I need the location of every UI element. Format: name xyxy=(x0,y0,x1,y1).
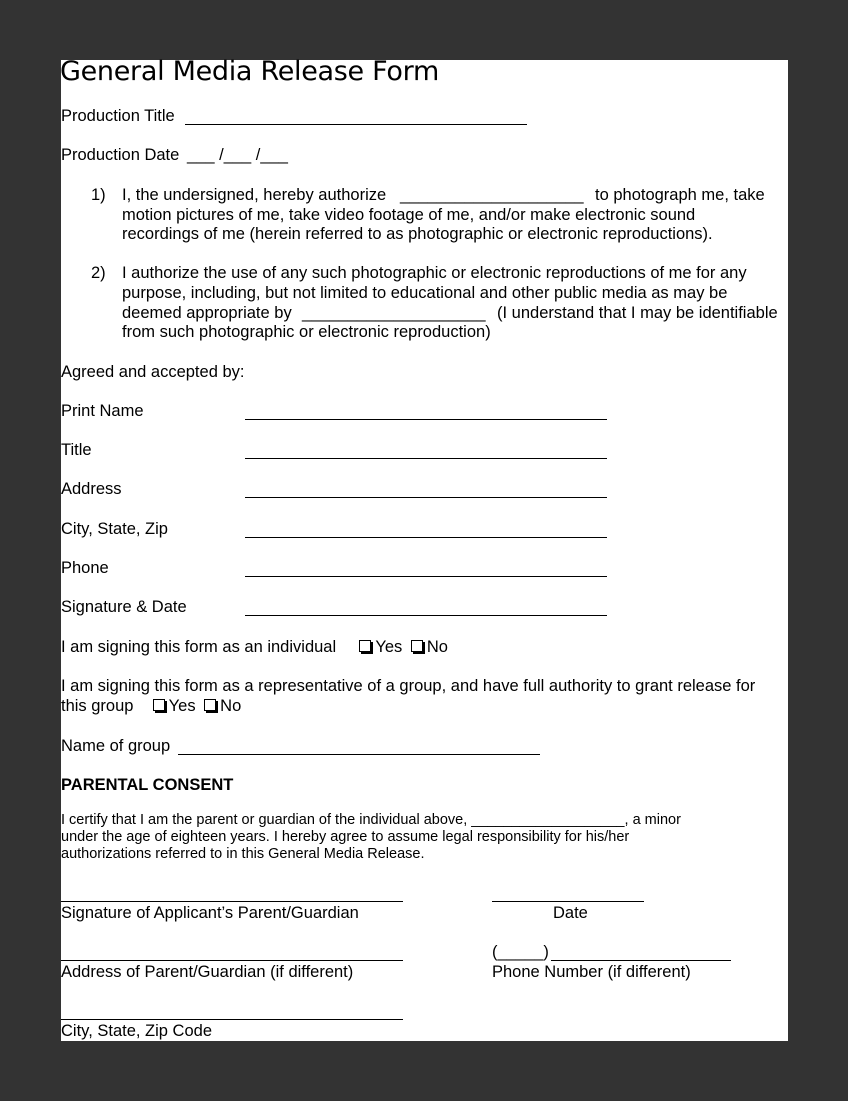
representative-no-checkbox[interactable] xyxy=(204,699,216,711)
phone-field[interactable] xyxy=(245,576,607,577)
representative-question-line-2: this group xyxy=(61,697,134,715)
group-name-field[interactable] xyxy=(178,754,540,755)
clause-1-number: 1) xyxy=(91,186,106,204)
signature-date-label: Signature & Date xyxy=(61,598,187,616)
phone-label: Phone xyxy=(61,559,109,577)
parental-consent-line-3: authorizations referred to in this General Media Release. xyxy=(61,846,425,862)
clause-2-line-3-start: deemed appropriate by xyxy=(122,303,292,322)
representative-question xyxy=(61,697,241,717)
production-title-field[interactable] xyxy=(185,124,527,125)
city-state-zip-label: City, State, Zip xyxy=(61,520,168,538)
parent-signature-field[interactable] xyxy=(61,901,403,902)
representative-yes-checkbox[interactable] xyxy=(153,699,165,711)
production-date-label: Production Date xyxy=(61,146,180,164)
individual-no-label: No xyxy=(426,638,448,656)
signature-date-field[interactable] xyxy=(245,615,607,616)
parent-phone-label: Phone Number (if different) xyxy=(492,963,691,981)
parent-city-state-zip-field[interactable] xyxy=(61,1019,403,1020)
individual-question xyxy=(61,638,448,658)
parental-consent-heading: PARENTAL CONSENT xyxy=(61,776,234,794)
representative-yes-label: Yes xyxy=(168,697,196,715)
title-label: Title xyxy=(61,441,92,459)
parent-date-field[interactable] xyxy=(492,901,644,902)
parent-phone-field[interactable] xyxy=(551,960,731,961)
parental-consent-line-1 xyxy=(61,812,681,829)
clause-2-line-4: from such photographic or electronic reproduction) xyxy=(122,323,491,341)
representative-question-line-1: I am signing this form as a representative of a group, and have full authority to grant release for xyxy=(61,677,756,695)
release-form-page xyxy=(60,56,788,1041)
parent-phone-area-code-field[interactable]: (_____) xyxy=(492,943,549,961)
print-name-field[interactable] xyxy=(245,419,607,420)
production-title-label: Production Title xyxy=(61,107,175,125)
print-name-label: Print Name xyxy=(61,402,144,420)
parent-address-field[interactable] xyxy=(61,960,403,961)
clause-2-line-2: purpose, including, but not limited to educational and other public media as may be xyxy=(122,284,728,302)
production-date-field[interactable]: ___ /___ /___ xyxy=(187,146,288,164)
parental-consent-line-1-start: I certify that I am the parent or guardian of the individual above, xyxy=(61,812,468,828)
parent-signature-label: Signature of Applicant’s Parent/Guardian xyxy=(61,904,359,922)
form-title: General Media Release Form xyxy=(60,56,439,87)
minor-name-field[interactable]: ___________________ xyxy=(471,812,625,828)
parent-city-state-zip-label: City, State, Zip Code xyxy=(61,1022,213,1040)
clause-1-body: motion pictures of me, take video footage of me, and/or make electronic sound recordings of me (herein referred to as photographic or electronic reproductions). xyxy=(122,205,713,243)
clause-2-line-1: I authorize the use of any such photographic or electronic reproductions of me for any xyxy=(122,264,747,282)
individual-question-text: I am signing this form as an individual xyxy=(61,638,337,656)
agreed-accepted-label: Agreed and accepted by: xyxy=(61,363,245,381)
clause-1-authorized-party-field[interactable]: ____________________ xyxy=(400,186,584,204)
group-name-label: Name of group xyxy=(61,737,171,755)
parental-consent-line-1-end: , a minor xyxy=(624,812,681,828)
parent-date-label: Date xyxy=(553,904,588,922)
clause-2-number: 2) xyxy=(91,264,106,282)
individual-yes-checkbox[interactable] xyxy=(359,640,371,652)
individual-no-checkbox[interactable] xyxy=(411,640,423,652)
city-state-zip-field[interactable] xyxy=(245,537,607,538)
clause-1-text-start: I, the undersigned, hereby authorize xyxy=(122,186,387,204)
clause-2-line-3-end: (I understand that I may be identifiable xyxy=(497,303,778,322)
individual-yes-label: Yes xyxy=(375,638,403,656)
title-field[interactable] xyxy=(245,458,607,459)
address-field[interactable] xyxy=(245,497,607,498)
clause-2-appropriate-party-field[interactable]: ____________________ xyxy=(302,303,486,322)
parent-address-label: Address of Parent/Guardian (if different) xyxy=(61,963,354,981)
address-label: Address xyxy=(61,480,122,498)
clause-1-text-end: to photograph me, take xyxy=(595,186,765,204)
parental-consent-line-2: under the age of eighteen years. I hereby agree to assume legal responsibility for his/her xyxy=(61,829,630,845)
representative-no-label: No xyxy=(220,697,242,715)
